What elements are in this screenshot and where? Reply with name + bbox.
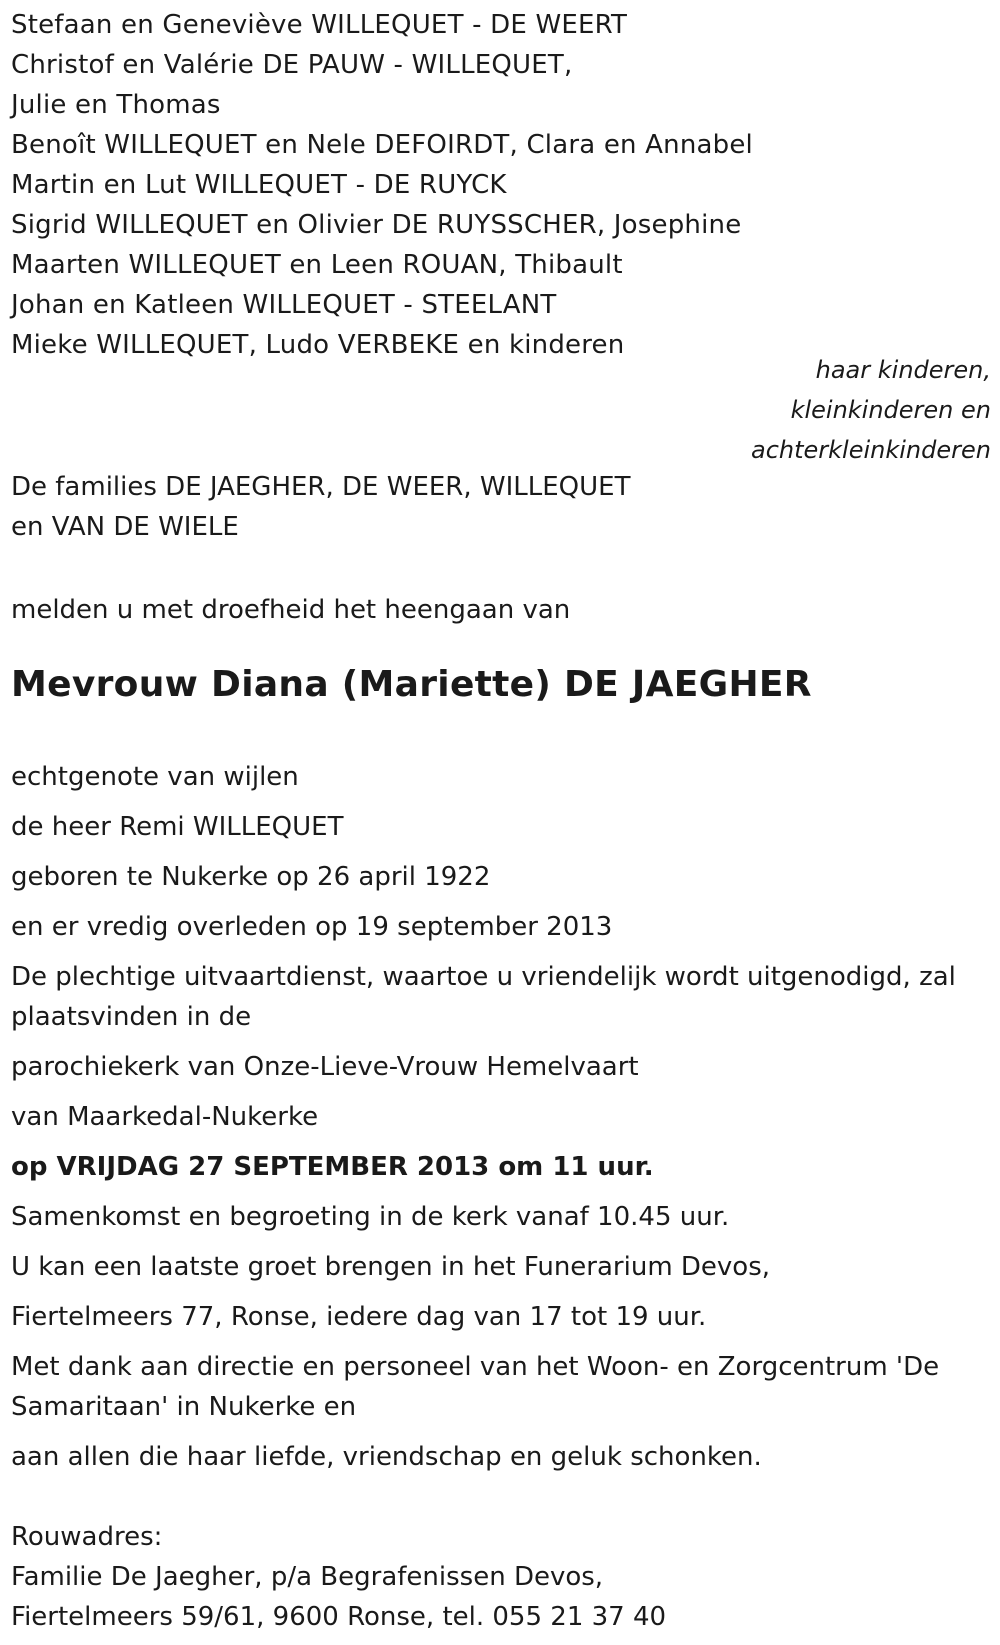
death-info: en er vredig overleden op 19 september 2013 xyxy=(11,912,613,942)
announcement-text: melden u met droefheid het heengaan van xyxy=(11,595,571,625)
family-line: Martin en Lut WILLEQUET - DE RUYCK xyxy=(11,170,507,200)
extended-families xyxy=(11,467,630,547)
address-line: Fiertelmeers 59/61, 9600 Ronse, tel. 055 21 37 40 xyxy=(11,1602,667,1632)
mourning-address xyxy=(11,1517,666,1637)
family-line: Stefaan en Geneviève WILLEQUET - DE WEERT xyxy=(11,10,628,40)
birth-info: geboren te Nukerke op 26 april 1922 xyxy=(11,862,491,892)
spouse-intro: echtgenote van wijlen xyxy=(11,762,299,792)
family-line: Johan en Katleen WILLEQUET - STEELANT xyxy=(11,290,557,320)
families-line: De families DE JAEGHER, DE WEER, WILLEQUET xyxy=(11,472,631,502)
family-line: Benoît WILLEQUET en Nele DEFOIRDT, Clara en Annabel xyxy=(11,130,753,160)
obituary-details xyxy=(11,757,991,1487)
service-datetime: op VRIJDAG 27 SEPTEMBER 2013 om 11 uur. xyxy=(11,1152,654,1182)
farewell-intro: U kan een laatste groet brengen in het Funerarium Devos, xyxy=(11,1252,771,1282)
signoff-line: kleinkinderen en xyxy=(790,396,991,424)
signoff-line: haar kinderen, xyxy=(815,356,991,384)
service-intro: De plechtige uitvaartdienst, waartoe u vriendelijk wordt uitgenodigd, zal plaatsvinden in de xyxy=(11,962,956,1032)
church-name: parochiekerk van Onze-Lieve-Vrouw Hemelvaart xyxy=(11,1052,639,1082)
family-line: Sigrid WILLEQUET en Olivier DE RUYSSCHER, Josephine xyxy=(11,210,742,240)
thanks-text: Met dank aan directie en personeel van het Woon- en Zorgcentrum 'De Samaritaan' in Nukerke en xyxy=(11,1352,940,1422)
family-list xyxy=(11,5,753,365)
deceased-name: Mevrouw Diana (Mariette) DE JAEGHER xyxy=(11,664,812,705)
gathering-info: Samenkomst en begroeting in de kerk vanaf 10.45 uur. xyxy=(11,1202,730,1232)
family-line: Julie en Thomas xyxy=(11,90,221,120)
family-line: Maarten WILLEQUET en Leen ROUAN, Thibault xyxy=(11,250,623,280)
family-line: Mieke WILLEQUET, Ludo VERBEKE en kinderen xyxy=(11,330,625,360)
thanks-text: aan allen die haar liefde, vriendschap en geluk schonken. xyxy=(11,1442,762,1472)
address-line: Familie De Jaegher, p/a Begrafenissen Devos, xyxy=(11,1562,604,1592)
family-line: Christof en Valérie DE PAUW - WILLEQUET, xyxy=(11,50,573,80)
spouse-name: de heer Remi WILLEQUET xyxy=(11,812,344,842)
address-label: Rouwadres: xyxy=(11,1522,163,1552)
signoff-line: achterkleinkinderen xyxy=(751,436,991,464)
relationship-signoff xyxy=(751,350,991,470)
farewell-details: Fiertelmeers 77, Ronse, iedere dag van 17 tot 19 uur. xyxy=(11,1302,707,1332)
families-line: en VAN DE WIELE xyxy=(11,512,239,542)
church-location: van Maarkedal-Nukerke xyxy=(11,1102,319,1132)
